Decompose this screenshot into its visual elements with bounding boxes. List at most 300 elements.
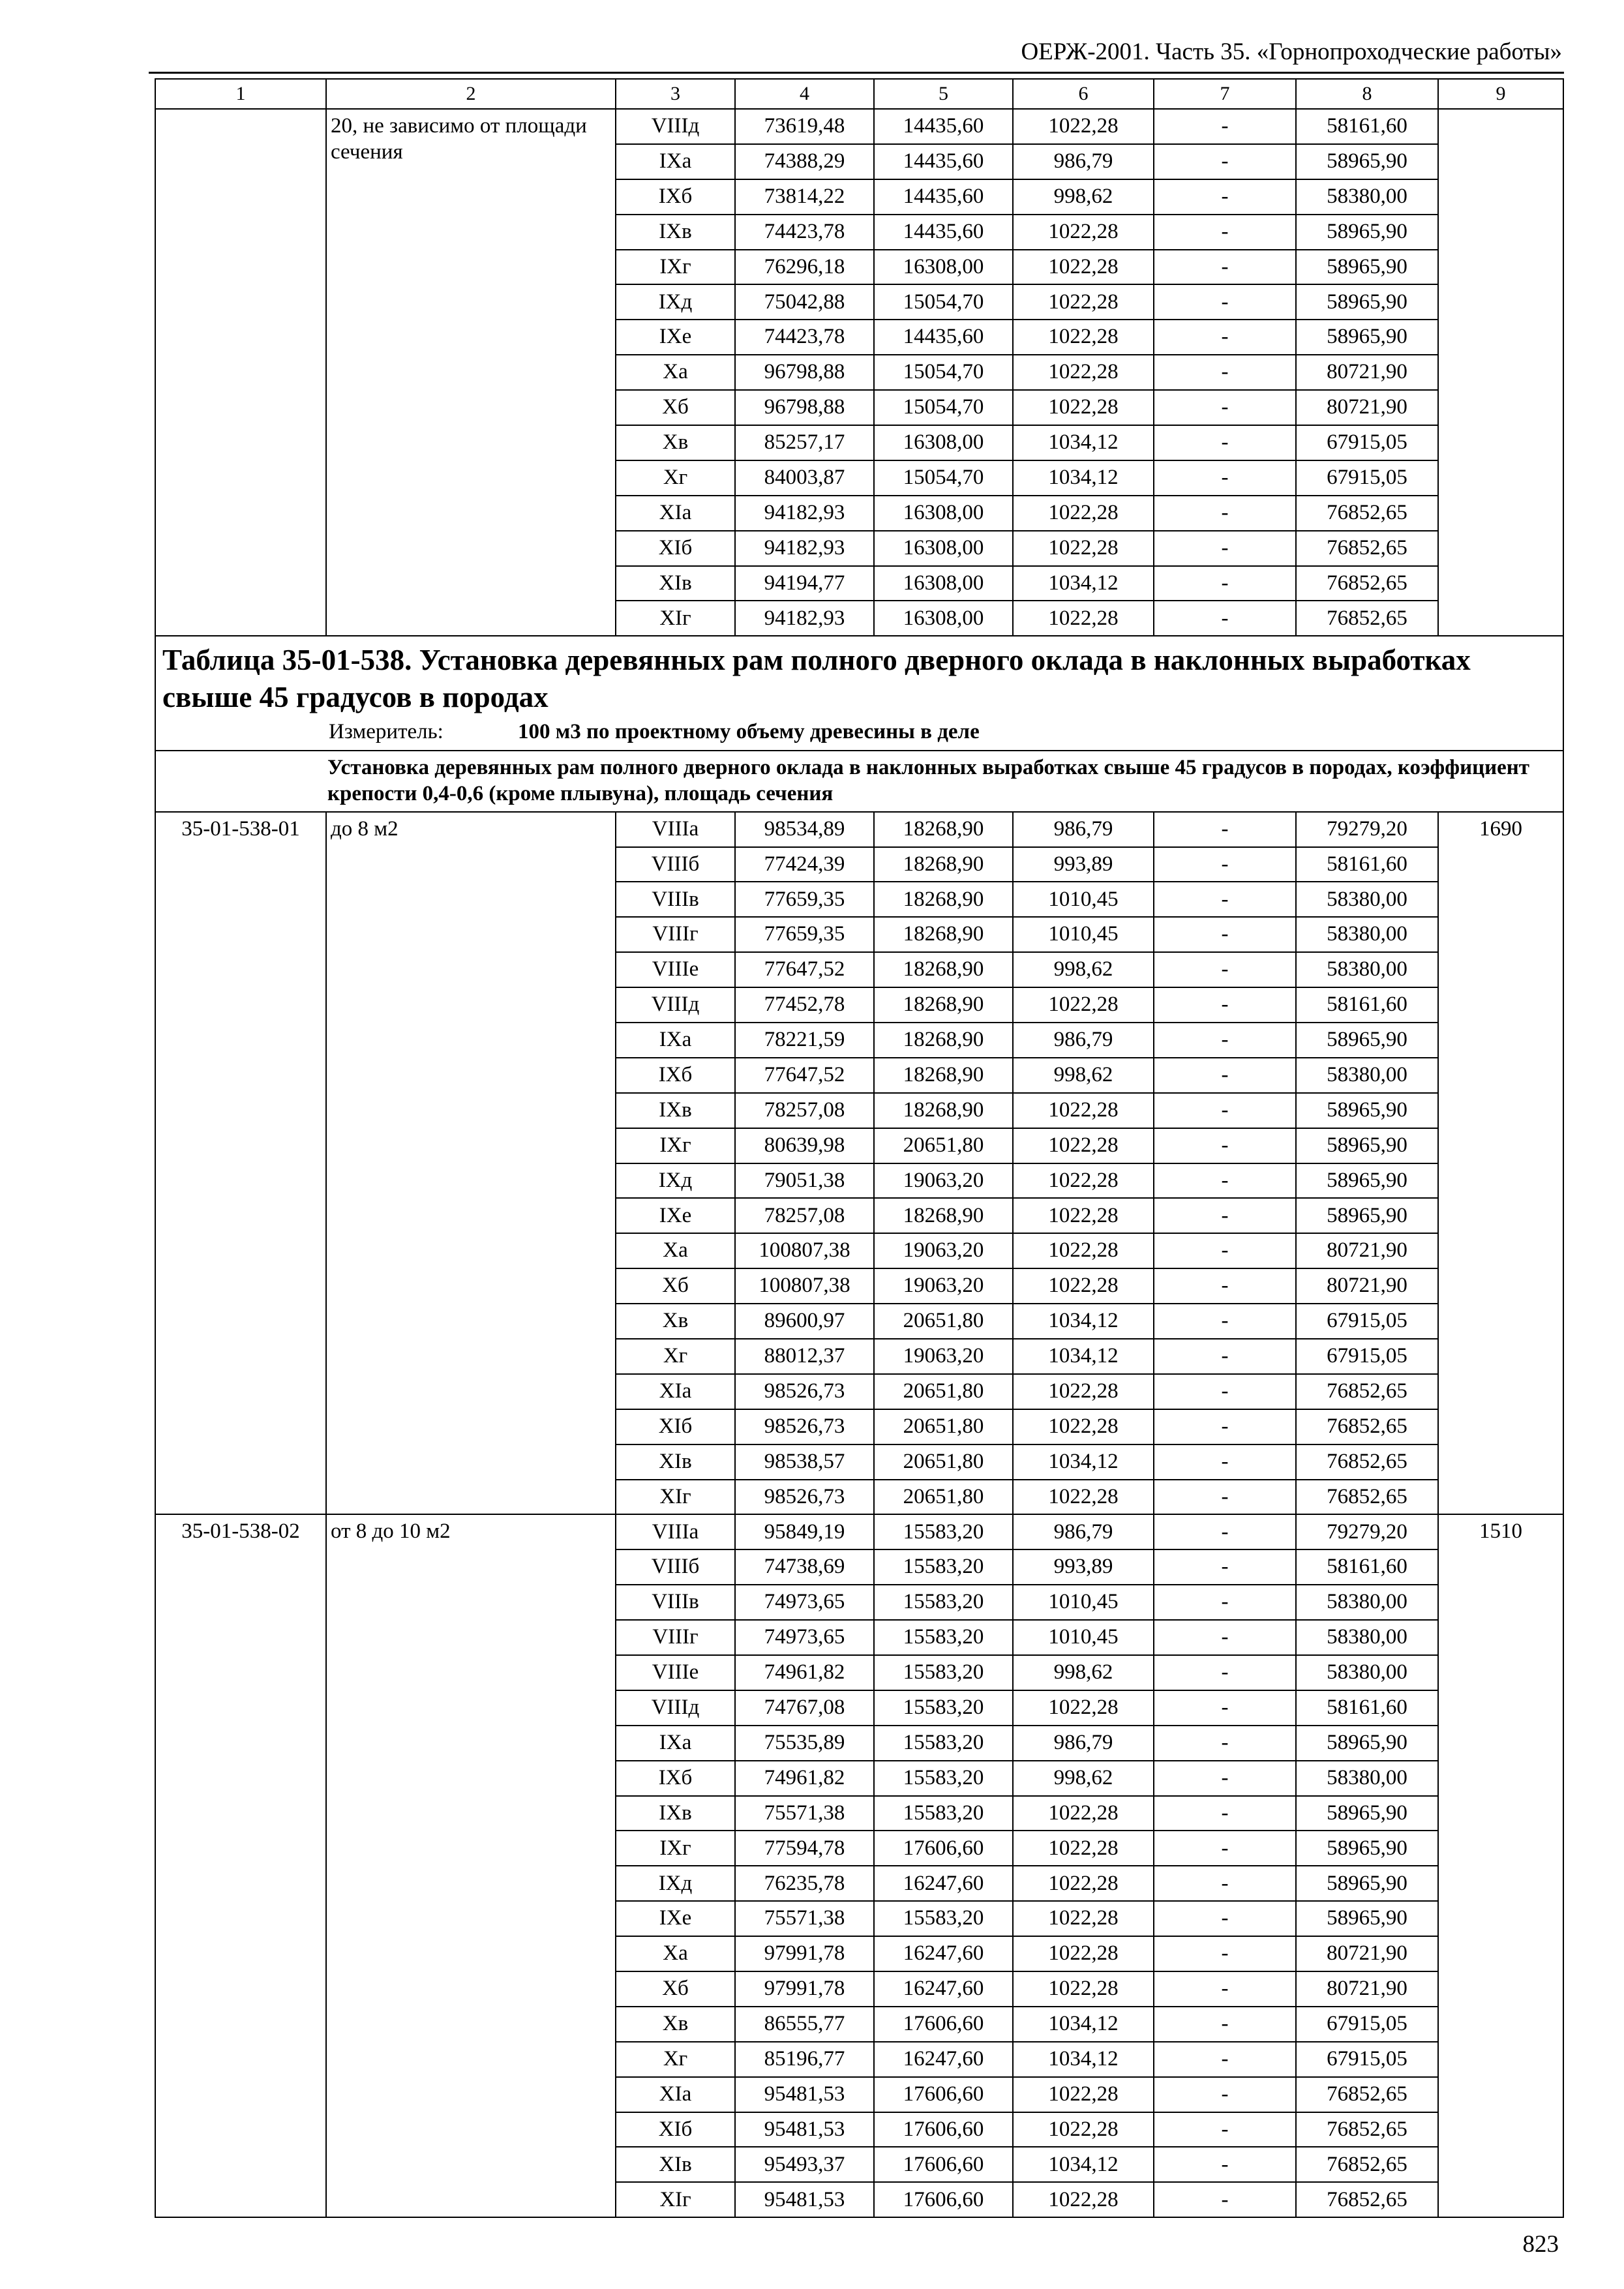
machine-operation: 1022,28 <box>1013 531 1154 566</box>
wages: 18268,90 <box>874 917 1013 952</box>
materials-cost: 58161,60 <box>1296 1549 1438 1585</box>
materials-cost: 76852,65 <box>1296 601 1438 636</box>
rock-category: XIв <box>616 1444 735 1480</box>
machinists-wages: - <box>1154 1198 1296 1233</box>
total-cost: 98526,73 <box>735 1480 874 1515</box>
rock-category: XIа <box>616 1374 735 1409</box>
header-rule <box>149 72 1564 74</box>
section-header <box>155 636 1563 751</box>
machinists-wages: - <box>1154 1901 1296 1936</box>
total-cost: 95493,37 <box>735 2147 874 2182</box>
wages: 18268,90 <box>874 812 1013 847</box>
materials-cost: 58965,90 <box>1296 1866 1438 1901</box>
machinists-wages: - <box>1154 1409 1296 1444</box>
rock-category: VIIIа <box>616 1514 735 1549</box>
section-subtitle: Установка деревянных рам полного дверного оклада в наклонных выработках свыше 45 градусов в породах, коэффициент крепости 0,4-0,6 (кроме плывуна), площадь сечения <box>155 751 1563 811</box>
machine-operation: 1022,28 <box>1013 1198 1154 1233</box>
total-cost: 96798,88 <box>735 390 874 425</box>
materials-cost: 58965,90 <box>1296 144 1438 179</box>
machine-operation: 1022,28 <box>1013 1128 1154 1163</box>
rock-category: IXг <box>616 1128 735 1163</box>
materials-cost: 67915,05 <box>1296 2042 1438 2077</box>
wages: 18268,90 <box>874 847 1013 882</box>
machine-operation: 1022,28 <box>1013 390 1154 425</box>
materials-cost: 58965,90 <box>1296 1831 1438 1866</box>
machine-operation: 1022,28 <box>1013 496 1154 531</box>
machinists-wages: - <box>1154 1374 1296 1409</box>
rock-category: Xб <box>616 390 735 425</box>
machinists-wages: - <box>1154 1690 1296 1726</box>
column-number: 9 <box>1438 79 1563 109</box>
column-number: 5 <box>874 79 1013 109</box>
work-description: 20, не зависимо от площади сечения <box>326 109 616 636</box>
machinists-wages: - <box>1154 425 1296 460</box>
wages: 17606,60 <box>874 2077 1013 2112</box>
machinists-wages: - <box>1154 1971 1296 2007</box>
machine-operation: 1022,28 <box>1013 320 1154 355</box>
total-cost: 84003,87 <box>735 460 874 496</box>
machinists-wages: - <box>1154 1796 1296 1831</box>
wages: 15583,20 <box>874 1620 1013 1655</box>
machine-operation: 1022,28 <box>1013 1796 1154 1831</box>
wages: 15583,20 <box>874 1585 1013 1620</box>
materials-cost: 79279,20 <box>1296 1514 1438 1549</box>
machine-operation: 1022,28 <box>1013 1936 1154 1971</box>
machine-operation: 986,79 <box>1013 1514 1154 1549</box>
machinists-wages: - <box>1154 952 1296 987</box>
wages: 16247,60 <box>874 1936 1013 1971</box>
machine-operation: 1034,12 <box>1013 425 1154 460</box>
rock-category: VIIIб <box>616 847 735 882</box>
machinists-wages: - <box>1154 2112 1296 2147</box>
total-cost: 94182,93 <box>735 496 874 531</box>
wages: 17606,60 <box>874 2112 1013 2147</box>
machine-operation: 1022,28 <box>1013 1409 1154 1444</box>
wages: 18268,90 <box>874 1058 1013 1093</box>
total-cost: 98526,73 <box>735 1374 874 1409</box>
machine-operation: 1022,28 <box>1013 109 1154 144</box>
materials-cost: 76852,65 <box>1296 2182 1438 2217</box>
rock-category: Xв <box>616 425 735 460</box>
total-cost: 85196,77 <box>735 2042 874 2077</box>
machinists-wages: - <box>1154 1268 1296 1304</box>
total-cost: 95849,19 <box>735 1514 874 1549</box>
total-cost: 78221,59 <box>735 1023 874 1058</box>
machinists-wages: - <box>1154 1866 1296 1901</box>
machinists-wages: - <box>1154 1726 1296 1761</box>
rock-category: XIг <box>616 601 735 636</box>
machine-operation: 986,79 <box>1013 812 1154 847</box>
machinists-wages: - <box>1154 1655 1296 1690</box>
wages: 19063,20 <box>874 1233 1013 1268</box>
materials-cost: 58965,90 <box>1296 1796 1438 1831</box>
rock-category: Xа <box>616 1936 735 1971</box>
wages: 14435,60 <box>874 144 1013 179</box>
rock-category: VIIIг <box>616 917 735 952</box>
materials-cost: 58380,00 <box>1296 1585 1438 1620</box>
materials-cost: 58965,90 <box>1296 215 1438 250</box>
rock-category: Xг <box>616 2042 735 2077</box>
materials-cost: 80721,90 <box>1296 355 1438 390</box>
machinists-wages: - <box>1154 390 1296 425</box>
materials-cost: 58380,00 <box>1296 952 1438 987</box>
rock-category: IXг <box>616 1831 735 1866</box>
materials-cost: 76852,65 <box>1296 1409 1438 1444</box>
column-number: 6 <box>1013 79 1154 109</box>
rock-category: IXв <box>616 1093 735 1128</box>
machinists-wages: - <box>1154 2182 1296 2217</box>
wages: 14435,60 <box>874 215 1013 250</box>
wages: 20651,80 <box>874 1444 1013 1480</box>
materials-cost: 79279,20 <box>1296 812 1438 847</box>
materials-cost: 80721,90 <box>1296 1233 1438 1268</box>
rock-category: Xг <box>616 1339 735 1374</box>
measure-value: 100 м3 по проектному объему древесины в деле <box>518 719 980 743</box>
materials-cost: 58380,00 <box>1296 917 1438 952</box>
materials-cost: 67915,05 <box>1296 425 1438 460</box>
wages: 18268,90 <box>874 882 1013 917</box>
total-cost: 77424,39 <box>735 847 874 882</box>
machinists-wages: - <box>1154 1936 1296 1971</box>
total-cost: 98526,73 <box>735 1409 874 1444</box>
machine-operation: 1022,28 <box>1013 2077 1154 2112</box>
machine-operation: 1022,28 <box>1013 1374 1154 1409</box>
machinists-wages: - <box>1154 1549 1296 1585</box>
wages: 19063,20 <box>874 1268 1013 1304</box>
work-description: до 8 м2 <box>326 812 616 1515</box>
total-cost: 94194,77 <box>735 566 874 601</box>
materials-cost: 58965,90 <box>1296 1726 1438 1761</box>
labor-cost: 1690 <box>1438 812 1563 1515</box>
total-cost: 96798,88 <box>735 355 874 390</box>
machinists-wages: - <box>1154 320 1296 355</box>
rock-category: IXд <box>616 1866 735 1901</box>
machine-operation: 1010,45 <box>1013 1585 1154 1620</box>
page-number: 823 <box>1522 2231 1559 2258</box>
wages: 15583,20 <box>874 1514 1013 1549</box>
total-cost: 94182,93 <box>735 601 874 636</box>
total-cost: 75571,38 <box>735 1901 874 1936</box>
rock-category: Xв <box>616 2007 735 2042</box>
wages: 15583,20 <box>874 1796 1013 1831</box>
wages: 20651,80 <box>874 1128 1013 1163</box>
wages: 15583,20 <box>874 1901 1013 1936</box>
total-cost: 74973,65 <box>735 1585 874 1620</box>
wages: 16308,00 <box>874 496 1013 531</box>
materials-cost: 58161,60 <box>1296 847 1438 882</box>
materials-cost: 58965,90 <box>1296 250 1438 285</box>
materials-cost: 58380,00 <box>1296 179 1438 215</box>
rock-category: IXе <box>616 320 735 355</box>
machinists-wages: - <box>1154 2147 1296 2182</box>
wages: 20651,80 <box>874 1304 1013 1339</box>
machine-operation: 986,79 <box>1013 1023 1154 1058</box>
total-cost: 77647,52 <box>735 1058 874 1093</box>
machine-operation: 1022,28 <box>1013 1831 1154 1866</box>
rock-category: IXа <box>616 144 735 179</box>
wages: 15583,20 <box>874 1549 1013 1585</box>
machinists-wages: - <box>1154 215 1296 250</box>
wages: 15583,20 <box>874 1761 1013 1796</box>
materials-cost: 58380,00 <box>1296 1655 1438 1690</box>
norms-table <box>155 78 1564 2218</box>
machinists-wages: - <box>1154 144 1296 179</box>
wages: 20651,80 <box>874 1480 1013 1515</box>
machine-operation: 1022,28 <box>1013 1866 1154 1901</box>
machinists-wages: - <box>1154 882 1296 917</box>
total-cost: 73619,48 <box>735 109 874 144</box>
wages: 18268,90 <box>874 1093 1013 1128</box>
materials-cost: 58161,60 <box>1296 987 1438 1023</box>
wages: 18268,90 <box>874 1198 1013 1233</box>
column-number: 7 <box>1154 79 1296 109</box>
machine-operation: 998,62 <box>1013 1761 1154 1796</box>
rock-category: VIIIд <box>616 109 735 144</box>
wages: 16308,00 <box>874 531 1013 566</box>
measure-line <box>162 719 1556 745</box>
total-cost: 76235,78 <box>735 1866 874 1901</box>
total-cost: 95481,53 <box>735 2112 874 2147</box>
machinists-wages: - <box>1154 1761 1296 1796</box>
rock-category: XIб <box>616 1409 735 1444</box>
total-cost: 86555,77 <box>735 2007 874 2042</box>
materials-cost: 58965,90 <box>1296 1128 1438 1163</box>
machinists-wages: - <box>1154 2007 1296 2042</box>
wages: 15583,20 <box>874 1690 1013 1726</box>
total-cost: 95481,53 <box>735 2077 874 2112</box>
machinists-wages: - <box>1154 109 1296 144</box>
machine-operation: 1034,12 <box>1013 566 1154 601</box>
table-row <box>155 812 1563 847</box>
materials-cost: 67915,05 <box>1296 1304 1438 1339</box>
rock-category: IXе <box>616 1198 735 1233</box>
total-cost: 77594,78 <box>735 1831 874 1866</box>
materials-cost: 58965,90 <box>1296 1023 1438 1058</box>
rock-category: IXб <box>616 1761 735 1796</box>
total-cost: 85257,17 <box>735 425 874 460</box>
materials-cost: 58161,60 <box>1296 109 1438 144</box>
rock-category: VIIIа <box>616 812 735 847</box>
total-cost: 74738,69 <box>735 1549 874 1585</box>
materials-cost: 58965,90 <box>1296 1163 1438 1199</box>
machinists-wages: - <box>1154 460 1296 496</box>
wages: 18268,90 <box>874 952 1013 987</box>
total-cost: 77659,35 <box>735 882 874 917</box>
machine-operation: 1022,28 <box>1013 2112 1154 2147</box>
total-cost: 98534,89 <box>735 812 874 847</box>
total-cost: 100807,38 <box>735 1268 874 1304</box>
wages: 17606,60 <box>874 2147 1013 2182</box>
machine-operation: 1022,28 <box>1013 1268 1154 1304</box>
machine-operation: 1022,28 <box>1013 1093 1154 1128</box>
rock-category: XIв <box>616 566 735 601</box>
machine-operation: 1034,12 <box>1013 1339 1154 1374</box>
norm-code: 35-01-538-02 <box>155 1514 326 2217</box>
code-cell <box>155 109 326 636</box>
machine-operation: 998,62 <box>1013 952 1154 987</box>
machine-operation: 1022,28 <box>1013 1901 1154 1936</box>
machine-operation: 1034,12 <box>1013 2042 1154 2077</box>
machinists-wages: - <box>1154 1585 1296 1620</box>
wages: 19063,20 <box>874 1339 1013 1374</box>
machine-operation: 1034,12 <box>1013 1444 1154 1480</box>
machine-operation: 986,79 <box>1013 1726 1154 1761</box>
total-cost: 78257,08 <box>735 1093 874 1128</box>
machine-operation: 1022,28 <box>1013 987 1154 1023</box>
materials-cost: 76852,65 <box>1296 2077 1438 2112</box>
wages: 14435,60 <box>874 179 1013 215</box>
materials-cost: 67915,05 <box>1296 1339 1438 1374</box>
total-cost: 76296,18 <box>735 250 874 285</box>
machine-operation: 1022,28 <box>1013 215 1154 250</box>
machine-operation: 1034,12 <box>1013 2147 1154 2182</box>
wages: 15054,70 <box>874 460 1013 496</box>
rock-category: XIв <box>616 2147 735 2182</box>
wages: 14435,60 <box>874 320 1013 355</box>
wages: 14435,60 <box>874 109 1013 144</box>
rock-category: Xа <box>616 1233 735 1268</box>
materials-cost: 80721,90 <box>1296 390 1438 425</box>
rock-category: XIб <box>616 531 735 566</box>
rock-category: IXб <box>616 179 735 215</box>
machinists-wages: - <box>1154 847 1296 882</box>
materials-cost: 76852,65 <box>1296 531 1438 566</box>
measure-label: Измеритель: <box>329 719 444 743</box>
rock-category: XIа <box>616 496 735 531</box>
rock-category: VIIIе <box>616 1655 735 1690</box>
machinists-wages: - <box>1154 1480 1296 1515</box>
machinists-wages: - <box>1154 1058 1296 1093</box>
machinists-wages: - <box>1154 1831 1296 1866</box>
machine-operation: 1022,28 <box>1013 355 1154 390</box>
machine-operation: 1022,28 <box>1013 1163 1154 1199</box>
wages: 18268,90 <box>874 1023 1013 1058</box>
materials-cost: 58965,90 <box>1296 284 1438 320</box>
materials-cost: 76852,65 <box>1296 1444 1438 1480</box>
materials-cost: 80721,90 <box>1296 1936 1438 1971</box>
total-cost: 75571,38 <box>735 1796 874 1831</box>
rock-category: VIIIв <box>616 1585 735 1620</box>
running-header: ОЕРЖ-2001. Часть 35. «Горнопроходческие работы» <box>1021 38 1562 65</box>
total-cost: 74423,78 <box>735 215 874 250</box>
wages: 18268,90 <box>874 987 1013 1023</box>
materials-cost: 67915,05 <box>1296 2007 1438 2042</box>
rock-category: IXг <box>616 250 735 285</box>
rock-category: Xа <box>616 355 735 390</box>
materials-cost: 76852,65 <box>1296 2112 1438 2147</box>
table-row <box>155 109 1563 144</box>
total-cost: 79051,38 <box>735 1163 874 1199</box>
machine-operation: 1010,45 <box>1013 917 1154 952</box>
machine-operation: 1034,12 <box>1013 460 1154 496</box>
machinists-wages: - <box>1154 1304 1296 1339</box>
machinists-wages: - <box>1154 1023 1296 1058</box>
machinists-wages: - <box>1154 284 1296 320</box>
machinists-wages: - <box>1154 812 1296 847</box>
materials-cost: 80721,90 <box>1296 1971 1438 2007</box>
materials-cost: 80721,90 <box>1296 1268 1438 1304</box>
materials-cost: 58965,90 <box>1296 320 1438 355</box>
wages: 16308,00 <box>874 566 1013 601</box>
machinists-wages: - <box>1154 1514 1296 1549</box>
rock-category: XIг <box>616 2182 735 2217</box>
total-cost: 75042,88 <box>735 284 874 320</box>
rock-category: IXв <box>616 1796 735 1831</box>
machinists-wages: - <box>1154 987 1296 1023</box>
wages: 17606,60 <box>874 2007 1013 2042</box>
wages: 15583,20 <box>874 1726 1013 1761</box>
norm-code: 35-01-538-01 <box>155 812 326 1515</box>
total-cost: 77659,35 <box>735 917 874 952</box>
rock-category: Xб <box>616 1971 735 2007</box>
machine-operation: 1022,28 <box>1013 601 1154 636</box>
total-cost: 97991,78 <box>735 1971 874 2007</box>
machine-operation: 998,62 <box>1013 1655 1154 1690</box>
machinists-wages: - <box>1154 2042 1296 2077</box>
rock-category: IXд <box>616 1163 735 1199</box>
table-row <box>155 1514 1563 1549</box>
wages: 19063,20 <box>874 1163 1013 1199</box>
total-cost: 89600,97 <box>735 1304 874 1339</box>
machinists-wages: - <box>1154 179 1296 215</box>
machine-operation: 1022,28 <box>1013 1971 1154 2007</box>
total-cost: 80639,98 <box>735 1128 874 1163</box>
labor-cost: 1510 <box>1438 1514 1563 2217</box>
machine-operation: 1022,28 <box>1013 1690 1154 1726</box>
machinists-wages: - <box>1154 1620 1296 1655</box>
wages: 16247,60 <box>874 1866 1013 1901</box>
total-cost: 98538,57 <box>735 1444 874 1480</box>
total-cost: 78257,08 <box>735 1198 874 1233</box>
materials-cost: 76852,65 <box>1296 1480 1438 1515</box>
total-cost: 88012,37 <box>735 1339 874 1374</box>
rock-category: IXе <box>616 1901 735 1936</box>
machine-operation: 1022,28 <box>1013 250 1154 285</box>
machine-operation: 998,62 <box>1013 1058 1154 1093</box>
materials-cost: 58965,90 <box>1296 1093 1438 1128</box>
machine-operation: 1034,12 <box>1013 2007 1154 2042</box>
column-number: 1 <box>155 79 326 109</box>
materials-cost: 58380,00 <box>1296 1761 1438 1796</box>
machine-operation: 1034,12 <box>1013 1304 1154 1339</box>
machine-operation: 998,62 <box>1013 179 1154 215</box>
materials-cost: 76852,65 <box>1296 566 1438 601</box>
rock-category: Xг <box>616 460 735 496</box>
column-number: 8 <box>1296 79 1438 109</box>
rock-category: XIг <box>616 1480 735 1515</box>
total-cost: 97991,78 <box>735 1936 874 1971</box>
wages: 15054,70 <box>874 355 1013 390</box>
machine-operation: 1010,45 <box>1013 882 1154 917</box>
wages: 20651,80 <box>874 1374 1013 1409</box>
labor-cost <box>1438 109 1563 636</box>
machine-operation: 1022,28 <box>1013 284 1154 320</box>
machinists-wages: - <box>1154 250 1296 285</box>
machinists-wages: - <box>1154 2077 1296 2112</box>
rock-category: IXб <box>616 1058 735 1093</box>
rock-category: VIIIг <box>616 1620 735 1655</box>
materials-cost: 76852,65 <box>1296 2147 1438 2182</box>
machinists-wages: - <box>1154 1444 1296 1480</box>
wages: 17606,60 <box>874 2182 1013 2217</box>
machine-operation: 1022,28 <box>1013 1233 1154 1268</box>
column-number: 2 <box>326 79 616 109</box>
materials-cost: 76852,65 <box>1296 1374 1438 1409</box>
machine-operation: 1022,28 <box>1013 2182 1154 2217</box>
total-cost: 74767,08 <box>735 1690 874 1726</box>
rock-category: IXд <box>616 284 735 320</box>
machinists-wages: - <box>1154 601 1296 636</box>
